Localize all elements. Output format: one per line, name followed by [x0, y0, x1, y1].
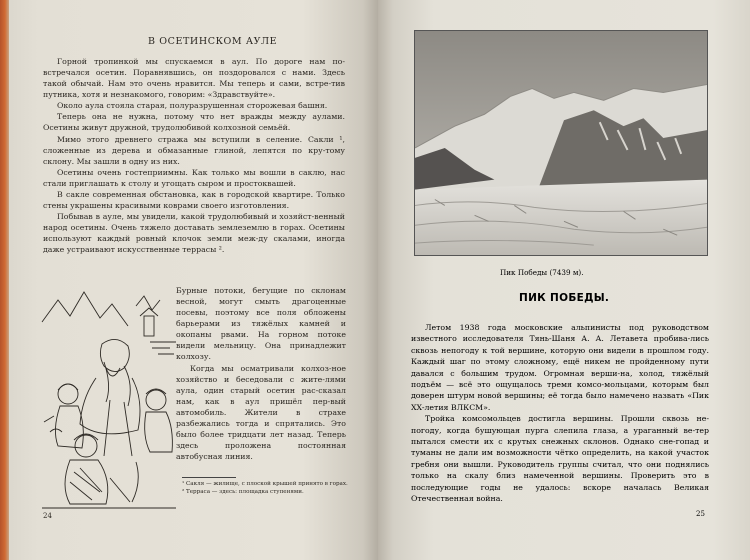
- running-head: В ОСЕТИНСКОМ АУЛЕ: [148, 36, 278, 47]
- paragraph: Тройка комсомольцев достигла вершины. Прошли сквозь не-погоду, когда бушующая пурга слепила глаза, а ураганный ве-тер пытался смести их с крутых снежных склонов. Однако сне-гопад и туманы не дали им возможности чётко определить, на какой участок гребня они вышли. Руководитель группы считал, что они поднялись только на скалу близ намеченной вершины. Проверить это в последующие годы не удалось: вскоре началась Великая Отечественная война.: [411, 414, 709, 504]
- page-number: 25: [696, 510, 705, 518]
- paragraph: Теперь она не нужна, потому что нет вражды между аулами. Осетины живут дружной, трудолюбивой колхозной семьёй.: [43, 112, 345, 133]
- paragraph: Летом 1938 года московские альпинисты под руководством известного исследователя Тянь-Шаня А. А. Летавета пробива-лись сквозь непогоду к той вершине, которую они видели в прошлом году. Каждый шаг по этому сложному, ещё никем не пройденному пути давался с большим трудом. Огромная верши-на, холод, тяжёлый подъём — всё это ощущалось тремя комсо-мольцами, которым был доверен штурм новой вершины; её тогда было намечено назвать «Пик XX-летия ВЛКСМ».: [411, 323, 709, 412]
- paragraph: Около аула стояла старая, полуразрушенная сторожевая башня.: [57, 101, 328, 111]
- left-narrow-text: [176, 285, 346, 462]
- paragraph: В сакле современная обстановка, как в городской квартире. Только стены украшены красивыми коврами своего изготовления.: [43, 189, 345, 211]
- right-body-text: [411, 322, 709, 505]
- footnote-rule: [182, 477, 236, 478]
- paragraph: Осетины очень гостеприимны. Как только мы вошли в саклю, нас стали приглашать к столу и угощать сыром и простоквашей.: [43, 167, 345, 188]
- photo-caption: Пик Победы (7439 м).: [500, 268, 584, 277]
- left-body-text: [43, 56, 345, 255]
- paragraph: Мимо этого древнего стража мы вступили в селение. Сакли ¹, сложенные из дерева и обмазанные глиной, лепятся по кру-тому склону. Мы зашли в одну из них.: [43, 134, 345, 166]
- footnote: ¹ Сакля — жилище, с плоской крышей принято в горах.: [182, 481, 348, 487]
- paragraph: Горной тропинкой мы спускаемся в аул. По дороге нам по-встречался осетин. Поравнявшись, он поздоровался с нами. Здесь такой обычай. Нам это очень нравится. Мы теперь и сами, встре-тив путника, хотя и незнакомого, говорим: «Здравствуйте».: [43, 57, 345, 100]
- illustration-villagers: [40, 282, 178, 512]
- paragraph: Побывав в ауле, мы увидели, какой трудолюбивый и хозяйст-венный народ осетины. Очень тяжело доставать землеземлю в горах. Осетины используют каждый ровный клочок земли меж-ду скалами, иногда даже устраивают искусственные террасы ².: [43, 212, 345, 255]
- paragraph: Бурные потоки, бегущие по склонам весной, могут смыть драгоценные посевы, поэтому все поля обложены барьерами из тяжёлых камней и окопаны рвами. На горном потоке видели мельницу. Она принадлежит колхозу.: [176, 286, 346, 362]
- section-title: ПИК ПОБЕДЫ.: [519, 292, 610, 304]
- book-edge: [0, 0, 9, 560]
- footnote: ² Терраса — здесь: площадка ступенями.: [182, 488, 304, 495]
- paragraph: Когда мы осматривали колхоз-ное хозяйство и беседовали с жите-лями аула, один старый осетин рас-сказал нам, как в аул пришёл пер-вый автомобиль. Жители в страхе разбежались тогда и спрятались. Это было более тридцати лет назад. Теперь здесь проложена постоянная автобусная линия.: [176, 363, 346, 462]
- page-number: 24: [43, 512, 52, 520]
- mountain-photo: [414, 30, 708, 256]
- footnotes: [182, 481, 350, 496]
